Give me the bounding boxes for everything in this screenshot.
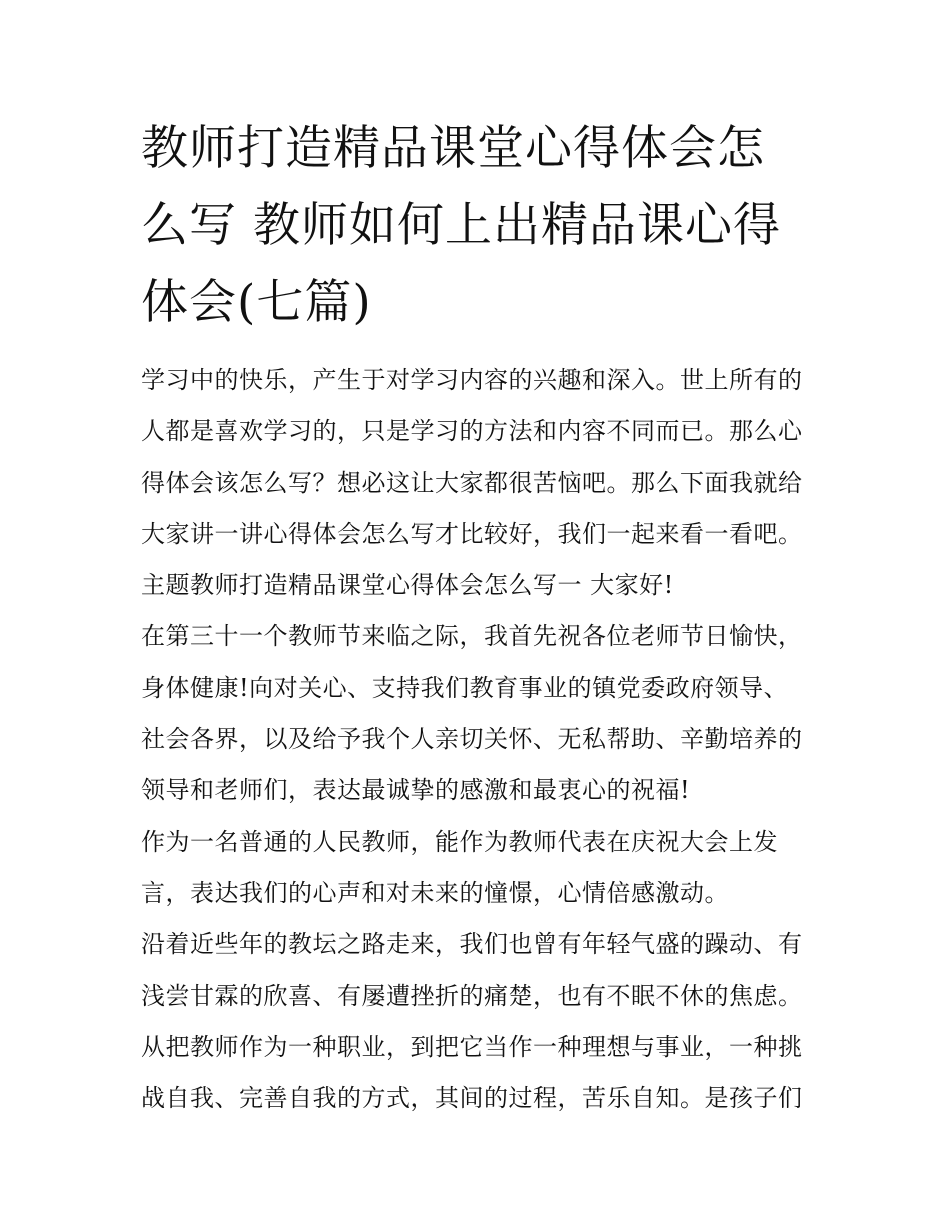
body-line: 浅尝甘霖的欣喜、有屡遭挫折的痛楚，也有不眠不休的焦虑。	[141, 981, 803, 1010]
body-line: 主题教师打造精品课堂心得体会怎么写一 大家好!	[141, 571, 674, 600]
body-line: 从把教师作为一种职业，到把它当作一种理想与事业，一种挑	[141, 1032, 803, 1061]
body-line: 社会各界，以及给予我个人亲切关怀、无私帮助、辛勤培养的	[141, 725, 803, 754]
body-line: 沿着近些年的教坛之路走来，我们也曾有年轻气盛的躁动、有	[141, 930, 803, 959]
body-line: 作为一名普通的人民教师，能作为教师代表在庆祝大会上发	[141, 827, 778, 856]
title-line: 教师打造精品课堂心得体会怎	[141, 121, 765, 176]
body-line: 战自我、完善自我的方式，其间的过程，苦乐自知。是孩子们	[141, 1084, 803, 1113]
body-line: 人都是喜欢学习的，只是学习的方法和内容不同而已。那么心	[141, 417, 803, 446]
body-line: 领导和老师们，表达最诚挚的感激和最衷心的祝福!	[141, 776, 691, 805]
body-line: 言，表达我们的心声和对未来的憧憬，心情倍感激动。	[141, 878, 729, 907]
body-line: 在第三十一个教师节来临之际，我首先祝各位老师节日愉快，	[141, 622, 803, 651]
body-line: 身体健康!向对关心、支持我们教育事业的镇党委政府领导、	[141, 673, 789, 702]
body-line: 学习中的快乐，产生于对学习内容的兴趣和深入。世上所有的	[141, 366, 803, 394]
title-line: 体会(七篇)	[141, 275, 372, 330]
title-line: 么写 教师如何上出精品课心得	[141, 198, 781, 253]
body-line: 得体会该怎么写？想必这让大家都很苦恼吧。那么下面我就给	[141, 468, 803, 497]
body-line: 大家讲一讲心得体会怎么写才比较好，我们一起来看一看吧。	[141, 519, 803, 548]
document-title	[141, 110, 821, 341]
document-body	[141, 355, 831, 1124]
